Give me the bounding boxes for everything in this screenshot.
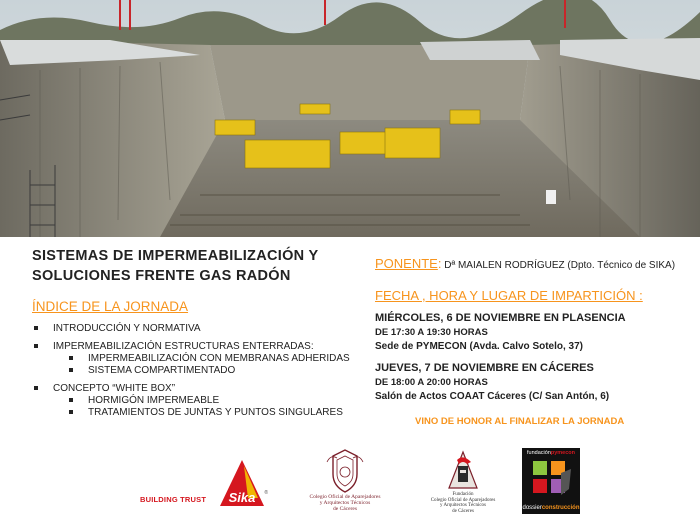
speaker-label: PONENTE <box>375 256 438 271</box>
speaker-name: Dª MAIALEN RODRÍGUEZ (Dpto. Técnico de SIKA) <box>444 260 676 271</box>
closing-note: VINO DE HONOR AL FINALIZAR LA JORNADA <box>415 416 625 427</box>
sika-mark-icon <box>218 458 266 508</box>
fundacion-line-2: Colegio Oficial de Aparejadores <box>430 497 496 503</box>
session-date: MIÉRCOLES, 6 DE NOVIEMBRE EN PLASENCIA <box>375 312 626 324</box>
sika-wordmark: Sika <box>228 490 256 505</box>
pymecon-logo <box>522 448 580 514</box>
event-title <box>32 246 362 286</box>
coat-of-arms-icon <box>323 448 367 494</box>
agenda-item: INTRODUCCIÓN Y NORMATIVA <box>32 323 372 335</box>
coaat-line-3: de Cáceres <box>333 506 357 512</box>
session-caceres <box>375 360 609 404</box>
pymecon-top-prefix: fundación <box>526 450 551 456</box>
pymecon-bottom-prefix: dossier <box>522 505 542 511</box>
title-line-2: SOLUCIONES FRENTE GAS RADÓN <box>32 268 291 284</box>
agenda-subitem: SISTEMA COMPARTIMENTADO <box>32 365 372 377</box>
registered-mark: ® <box>264 490 268 496</box>
coaat-line-1: Colegio Oficial de Aparejadores <box>309 494 381 500</box>
schedule-heading: FECHA , HORA Y LUGAR DE IMPARTICIÓN : <box>375 288 643 303</box>
coaat-line-2: y Arquitectos Técnicos <box>319 500 371 506</box>
session-time: DE 18:00 A 20:00 HORAS <box>375 377 488 388</box>
speaker-separator: : <box>437 256 442 271</box>
agenda-subitem: HORMIGÓN IMPERMEABLE <box>32 395 372 407</box>
sika-tagline: BUILDING TRUST <box>140 495 207 504</box>
cubes-icon <box>531 459 571 501</box>
fundacion-line-1: Fundación <box>452 492 474 497</box>
session-plasencia <box>375 310 626 354</box>
pymecon-top <box>522 450 580 456</box>
pymecon-bottom-brand: construcción <box>541 505 580 511</box>
fundacion-logo <box>418 448 508 516</box>
pymecon-bottom <box>522 505 580 511</box>
agenda-subitem: TRATAMIENTOS DE JUNTAS Y PUNTOS SINGULARES <box>32 407 372 419</box>
pymecon-top-brand: pymecon <box>550 450 575 456</box>
session-time: DE 17:30 A 19:30 HORAS <box>375 327 488 338</box>
coaat-logo <box>295 448 395 516</box>
session-date: JUEVES, 7 DE NOVIEMBRE EN CÁCERES <box>375 362 594 374</box>
title-line-1: SISTEMAS DE IMPERMEABILIZACIÓN Y <box>32 248 319 264</box>
agenda-subitem: IMPERMEABILIZACIÓN CON MEMBRANAS ADHERIDAS <box>32 353 372 365</box>
agenda-list <box>32 323 372 419</box>
session-venue: Sede de PYMECON (Avda. Calvo Sotelo, 37) <box>375 341 584 352</box>
speaker-line <box>375 256 675 271</box>
agenda-item: CONCEPTO “WHITE BOX” <box>32 383 372 395</box>
sika-logo <box>140 458 270 510</box>
fundacion-mark-icon <box>441 448 485 492</box>
fundacion-line-3: y Arquitectos Técnicos <box>439 503 486 508</box>
fundacion-line-4: de Cáceres <box>452 508 474 514</box>
session-venue: Salón de Actos COAAT Cáceres (C/ San Antón, 6) <box>375 391 610 402</box>
agenda-item: IMPERMEABILIZACIÓN ESTRUCTURAS ENTERRADAS: <box>32 341 372 353</box>
header-photo <box>0 0 700 237</box>
index-heading: ÍNDICE DE LA JORNADA <box>32 299 189 314</box>
